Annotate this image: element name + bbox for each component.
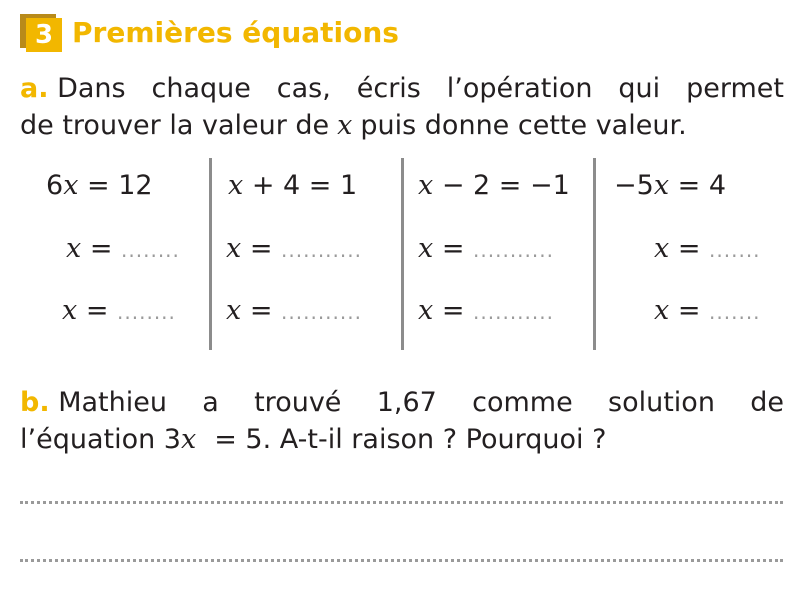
variable-x: x [654, 295, 670, 326]
math-text: = 4 [669, 170, 727, 201]
word: solution [608, 387, 715, 418]
word: permet [686, 73, 784, 104]
answer-row[interactable] [226, 295, 362, 328]
word: chaque [151, 73, 251, 104]
variable-x: x [337, 110, 353, 141]
math-text: = [241, 295, 282, 326]
part-a-text: de trouver la valeur de [20, 110, 330, 141]
math-text: = [77, 295, 118, 326]
equation-4 [614, 170, 726, 202]
word: cas, [276, 73, 331, 104]
math-text: = [433, 233, 474, 264]
variable-x: x [226, 233, 242, 264]
answer-blank: ........... [281, 300, 362, 324]
part-b-text: = 5. A-t-il raison ? Pourquoi ? [214, 424, 607, 455]
math-text: = [433, 295, 474, 326]
part-b-label: b. [20, 387, 50, 418]
math-text: + 4 = 1 [243, 170, 358, 201]
math-text: = [241, 233, 282, 264]
answer-blank: ........ [117, 300, 176, 324]
variable-x: x [654, 233, 670, 264]
answer-blank: ....... [709, 300, 761, 324]
variable-x: x [653, 170, 670, 201]
math-text: − 2 = −1 [433, 170, 570, 201]
word: a [202, 387, 219, 418]
variable-x: x [418, 170, 434, 201]
variable-x: x [228, 170, 244, 201]
word: qui [618, 73, 661, 104]
math-text: 6 [46, 170, 64, 201]
math-text: = [669, 233, 710, 264]
answer-blank: ........... [473, 238, 554, 262]
variable-x: x [180, 424, 197, 455]
answer-row[interactable] [418, 295, 554, 328]
answer-blank: ........... [281, 238, 362, 262]
equation-2 [228, 170, 357, 202]
variable-x: x [418, 233, 434, 264]
word: Dans [57, 73, 126, 104]
word: 1,67 [376, 387, 437, 418]
variable-x: x [226, 295, 242, 326]
equation-3 [418, 170, 570, 202]
part-a-line-1 [20, 70, 784, 107]
word: de [750, 387, 784, 418]
answer-row[interactable] [62, 295, 176, 328]
answer-row[interactable] [226, 233, 362, 266]
answer-blank: ........... [473, 300, 554, 324]
equation-1 [46, 170, 153, 202]
answer-blank: ........ [121, 238, 180, 262]
exercise-number: 3 [26, 18, 62, 52]
part-a-text: puis donne cette valeur. [360, 110, 687, 141]
column-divider [401, 158, 404, 350]
part-a-label: a. [20, 73, 49, 104]
math-text: = [669, 295, 710, 326]
column-divider [593, 158, 596, 350]
word: écris [356, 73, 421, 104]
math-text: = 12 [78, 170, 153, 201]
answer-row[interactable] [418, 233, 554, 266]
variable-x: x [418, 295, 434, 326]
math-text: −5 [614, 170, 654, 201]
word: trouvé [254, 387, 342, 418]
answer-row[interactable] [654, 233, 761, 266]
variable-x: x [63, 170, 79, 201]
word: comme [472, 387, 573, 418]
exercise-number-badge [20, 14, 62, 52]
answer-row[interactable] [654, 295, 761, 328]
variable-x: x [66, 233, 82, 264]
column-divider [209, 158, 212, 350]
part-a-line-2 [20, 107, 784, 144]
part-b-line-1 [20, 384, 784, 421]
answer-blank: ....... [709, 238, 761, 262]
answer-row[interactable] [66, 233, 180, 266]
part-a-instructions [20, 70, 784, 144]
word: l’opération [446, 73, 593, 104]
part-b-text: l’équation 3 [20, 424, 181, 455]
math-text: = [81, 233, 122, 264]
part-b-instructions [20, 384, 784, 458]
word: Mathieu [58, 387, 167, 418]
exercise-title: Premières équations [72, 16, 399, 49]
variable-x: x [62, 295, 78, 326]
answer-line-2[interactable] [20, 559, 783, 562]
answer-line-1[interactable] [20, 501, 783, 504]
part-b-line-2 [20, 421, 784, 458]
